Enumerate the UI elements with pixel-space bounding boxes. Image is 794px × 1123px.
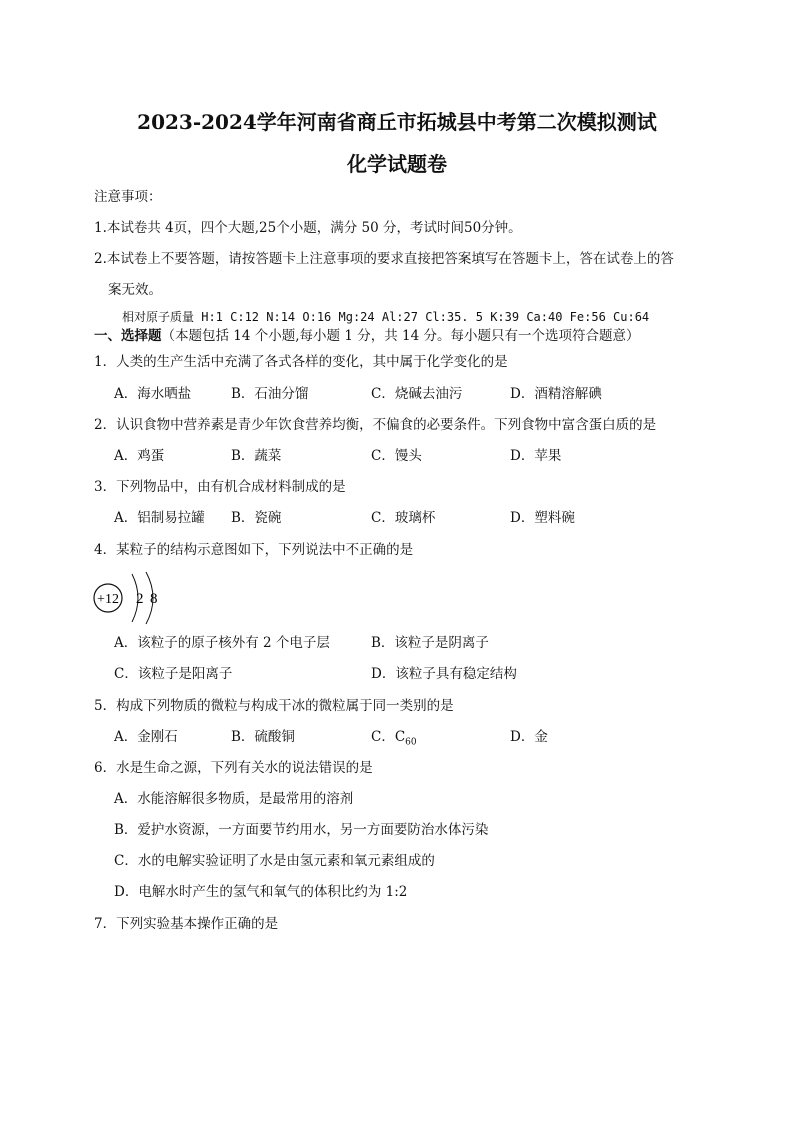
question-2-stem: 2．认识食物中营养素是青少年饮食营养均衡，不偏食的必要条件。下列食物中富含蛋白质的是 [94, 417, 657, 433]
q4-option-b: B．该粒子是阴离子 [371, 635, 489, 651]
question-6-stem: 6．水是生命之源，下列有关水的说法错误的是 [94, 760, 373, 776]
question-7-stem: 7．下列实验基本操作正确的是 [94, 916, 279, 932]
q6-option-c: C．水的电解实验证明了水是由氢元素和氧元素组成的 [114, 853, 435, 869]
q4-option-d: D．该粒子具有稳定结构 [371, 666, 517, 682]
note-item-2-line2: 案无效。 [108, 282, 162, 298]
q5-option-a: A．金刚石 [114, 729, 178, 745]
shell-2-electrons: 8 [150, 591, 158, 607]
q3-option-c: C．玻璃杯 [371, 510, 436, 526]
question-5-stem: 5．构成下列物质的微粒与构成干冰的微粒属于同一类别的是 [94, 698, 454, 714]
section-1-desc: （本题包括 14 个小题,每小题 1 分，共 14 分。每小题只有一个选项符合题意） [161, 328, 640, 344]
q3-option-a: A．铝制易拉罐 [114, 510, 205, 526]
q2-option-d: D．苹果 [510, 448, 562, 464]
q5-option-c [371, 728, 417, 752]
q1-option-a: A．海水晒盐 [114, 386, 192, 402]
q4-option-c: C．该粒子是阳离子 [114, 666, 233, 682]
q5-option-b: B．硫酸铜 [231, 729, 295, 745]
q5-option-d: D．金 [510, 729, 548, 745]
q5-option-c-subscript: 60 [405, 737, 417, 748]
atomic-masses: 相对原子质量 H:1 C:12 N:14 O:16 Mg:24 Al:27 Cl:35. 5 K:39 Ca:40 Fe:56 Cu:64 [122, 310, 650, 324]
q1-option-b: B．石油分馏 [231, 386, 309, 402]
shell-1-electrons: 2 [136, 591, 144, 607]
q3-option-b: B．瓷碗 [231, 510, 282, 526]
question-3-stem: 3．下列物品中，由有机合成材料制成的是 [94, 479, 346, 495]
section-1-title: 一、选择题 [94, 328, 162, 344]
section-1-heading [94, 327, 639, 345]
q1-option-d: D．酒精溶解碘 [510, 386, 602, 402]
ion-structure-diagram [92, 570, 182, 626]
q2-option-b: B．蔬菜 [231, 448, 282, 464]
question-4-stem: 4．某粒子的结构示意图如下，下列说法中不正确的是 [94, 542, 414, 558]
question-1-stem: 1．人类的生产生活中充满了各式各样的变化，其中属于化学变化的是 [94, 354, 508, 370]
q6-option-a: A．水能溶解很多物质，是最常用的溶剂 [114, 791, 354, 807]
q4-option-a: A．该粒子的原子核外有 2 个电子层 [114, 635, 330, 651]
notes-header: 注意事项： [94, 189, 162, 205]
note-item-1: 1.本试卷共 4页，四个大题,25个小题，满分 50 分，考试时间50分钟。 [94, 220, 522, 236]
exam-title: 2023-2024学年河南省商丘市拓城县中考第二次模拟测试 [137, 110, 657, 134]
q2-option-c: C．馒头 [371, 448, 422, 464]
q6-option-d: D．电解水时产生的氢气和氧气的体积比约为 1:2 [114, 884, 408, 900]
note-item-2-line1: 2.本试卷上不要答题，请按答题卡上注意事项的要求直接把答案填写在答题卡上，答在试卷上的答 [94, 251, 674, 267]
q1-option-c: C．烧碱去油污 [371, 386, 463, 402]
nucleus-charge: +12 [97, 592, 119, 607]
q5-option-c-text: C．C [371, 729, 406, 745]
q6-option-b: B．爱护水资源，一方面要节约用水，另一方面要防治水体污染 [114, 822, 489, 838]
q2-option-a: A．鸡蛋 [114, 448, 165, 464]
q3-option-d: D．塑料碗 [510, 510, 575, 526]
exam-subtitle: 化学试题卷 [347, 152, 447, 176]
